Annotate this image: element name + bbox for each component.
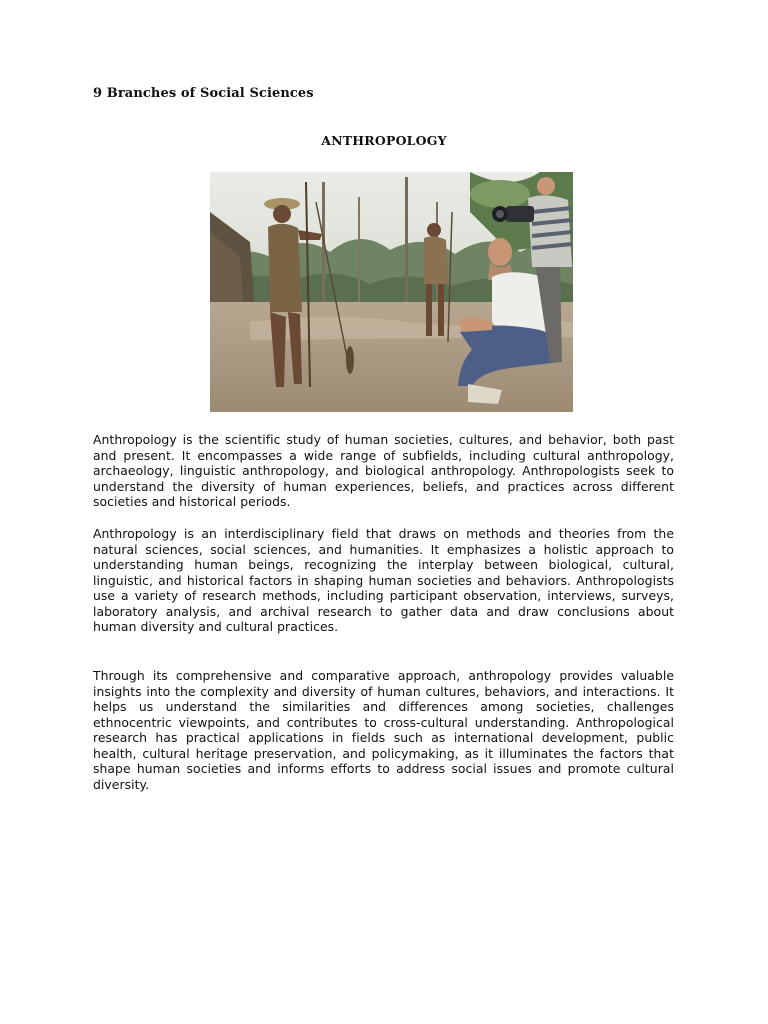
paragraph-3: Through its comprehensive and comparative approach, anthropology provides valuable insights into the complexity and diversity of human cultures, behaviors, and interactions. It helps us understand the similarities and differences among societies, challenges ethnocentric viewpoints, and contributes to cross-cultural understanding. Anthropological research has practical applications in fields such as international development, public health, cultural heritage preservation, and policymaking, as it illuminates the factors that shape human societies and informs efforts to address social issues and promote cultural diversity. [93, 668, 674, 792]
paragraph-2: Anthropology is an interdisciplinary field that draws on methods and theories from the natural sciences, social sciences, and humanities. It emphasizes a holistic approach to understanding human beings, recognizing the interplay between biological, cultural, linguistic, and historical factors in shaping human societies and behaviors. Anthropologists use a variety of research methods, including participant observation, interviews, surveys, laboratory analysis, and archival research to gather data and draw conclusions about human diversity and cultural practices. [93, 526, 674, 634]
anthropology-photo [210, 172, 573, 412]
section-heading: ANTHROPOLOGY [321, 133, 447, 148]
document-title: 9 Branches of Social Sciences [93, 86, 314, 101]
paragraph-1: Anthropology is the scientific study of human societies, cultures, and behavior, both past and present. It encompasses a wide range of subfields, including cultural anthropology, archaeology, linguistic anthropology, and biological anthropology. Anthropologists seek to understand the diversity of human experiences, beliefs, and practices across different societies and historical periods. [93, 432, 674, 509]
